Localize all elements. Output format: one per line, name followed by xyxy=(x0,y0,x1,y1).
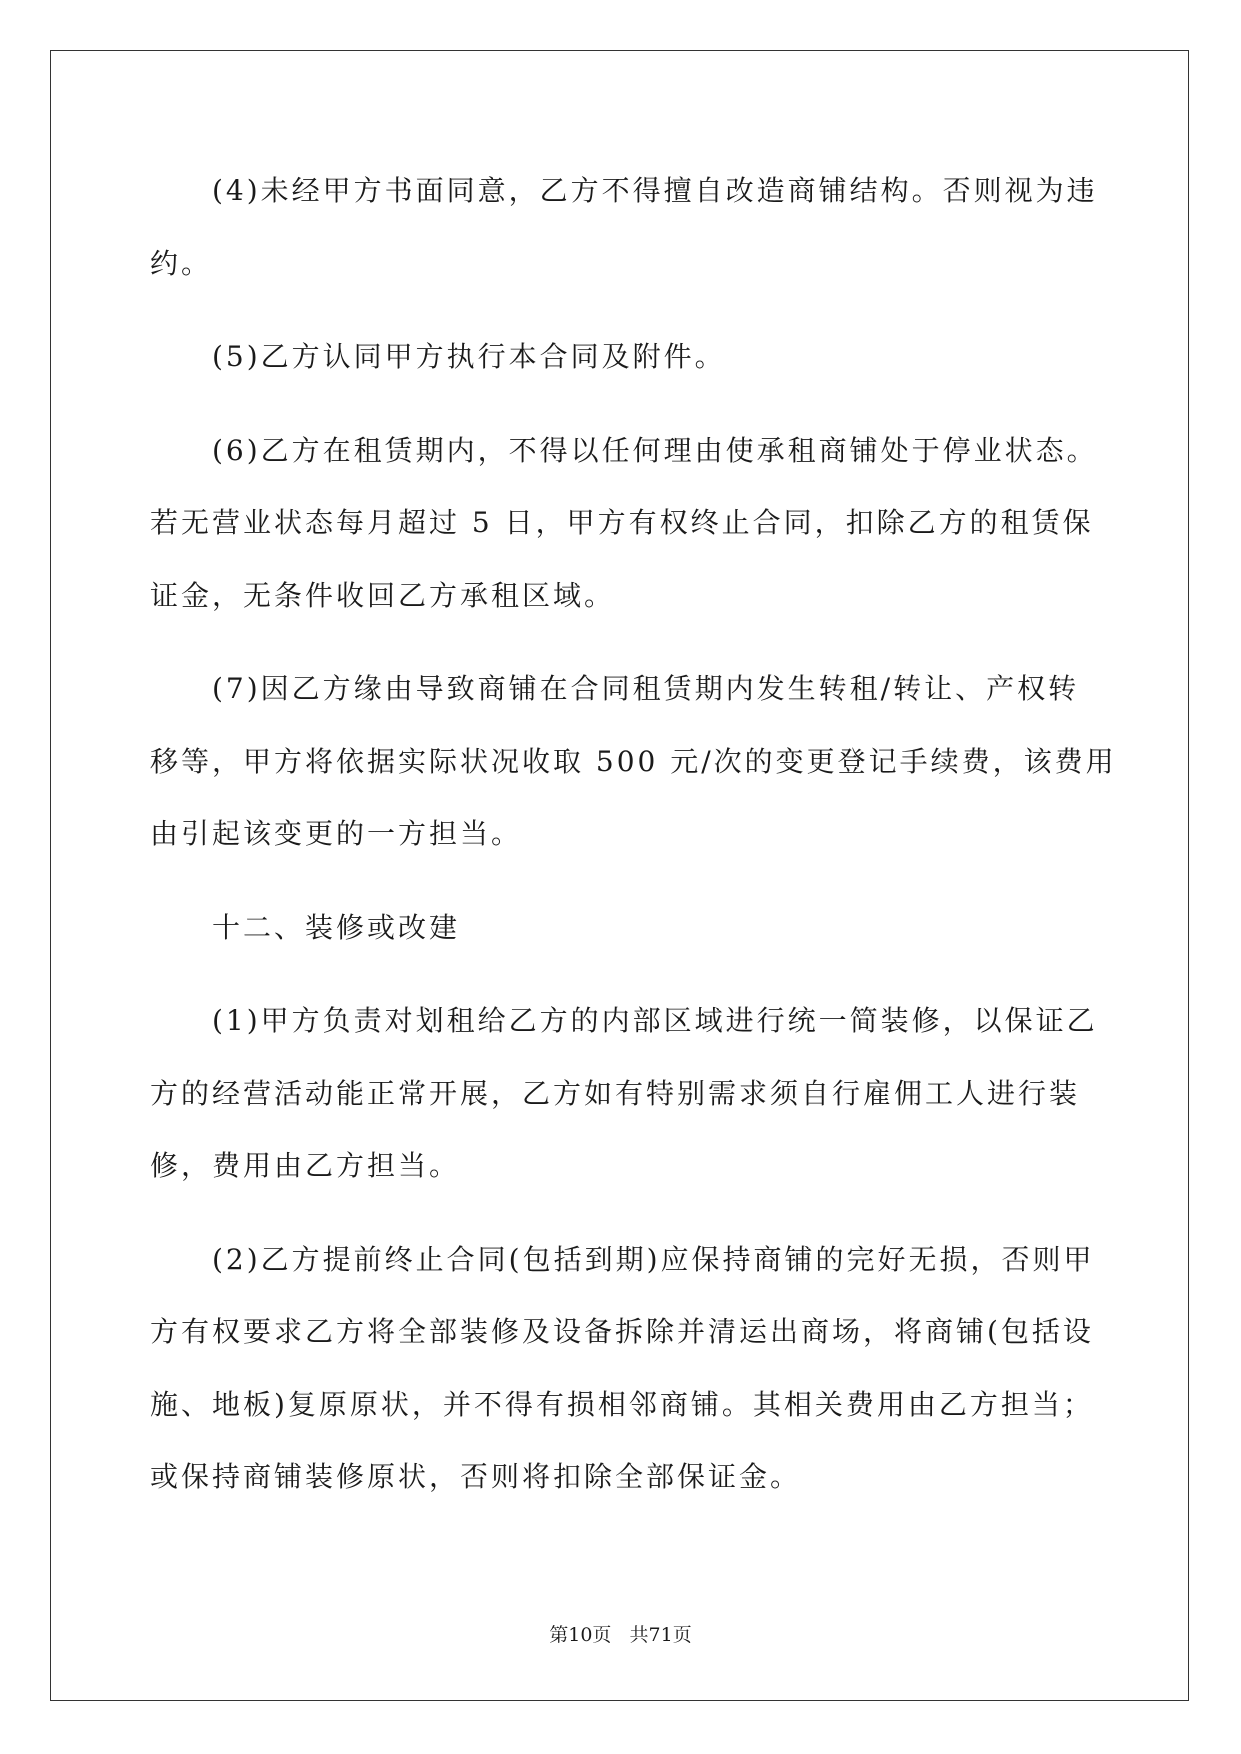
text-line: (1)甲方负责对划租给乙方的内部区域进行统一简装修，以保证乙 xyxy=(212,1004,1098,1037)
text-line: 修，费用由乙方担当。 xyxy=(150,1149,461,1182)
text-line: (4)未经甲方书面同意，乙方不得擅自改造商铺结构。否则视为违 xyxy=(212,174,1098,207)
text-line: (5)乙方认同甲方执行本合同及附件。 xyxy=(212,340,726,373)
document-body xyxy=(150,155,1117,1535)
text-line: (2)乙方提前终止合同(包括到期)应保持商铺的完好无损，否则甲 xyxy=(212,1242,1095,1276)
clause-5 xyxy=(150,321,1090,394)
text-line: 施、地板)复原原状，并不得有损相邻商铺。其相关费用由乙方担当； xyxy=(150,1387,1094,1421)
renovation-clause-2 xyxy=(150,1224,1095,1514)
page-number: 第10页 共71页 xyxy=(549,1624,692,1646)
text-line: (6)乙方在租赁期内，不得以任何理由使承租商铺处于停业状态。 xyxy=(212,433,1098,467)
text-line: 由引起该变更的一方担当。 xyxy=(150,817,523,850)
text-line: 若无营业状态每月超过 5 日，甲方有权终止合同，扣除乙方的租赁保 xyxy=(150,506,1094,539)
page-footer xyxy=(0,1620,1241,1647)
renovation-clause-1 xyxy=(150,985,1098,1203)
text-line: 方的经营活动能正常开展，乙方如有特别需求须自行雇佣工人进行装 xyxy=(150,1076,1081,1110)
text-line: 约。 xyxy=(150,246,213,280)
text-line: 证金，无条件收回乙方承租区域。 xyxy=(150,578,616,612)
clause-7 xyxy=(150,653,1117,871)
text-line: 方有权要求乙方将全部装修及设备拆除并清运出商场，将商铺(包括设 xyxy=(150,1315,1094,1348)
text-line: 或保持商铺装修原状，否则将扣除全部保证金。 xyxy=(150,1460,802,1493)
text-line: 移等，甲方将依据实际状况收取 500 元/次的变更登记手续费，该费用 xyxy=(150,744,1117,778)
clause-4 xyxy=(150,155,1098,300)
text-line: (7)因乙方缘由导致商铺在合同租赁期内发生转租/转让、产权转 xyxy=(212,672,1080,705)
clause-6 xyxy=(150,415,1098,633)
section-heading xyxy=(150,892,1090,965)
section-title: 十二、装修或改建 xyxy=(212,910,461,944)
